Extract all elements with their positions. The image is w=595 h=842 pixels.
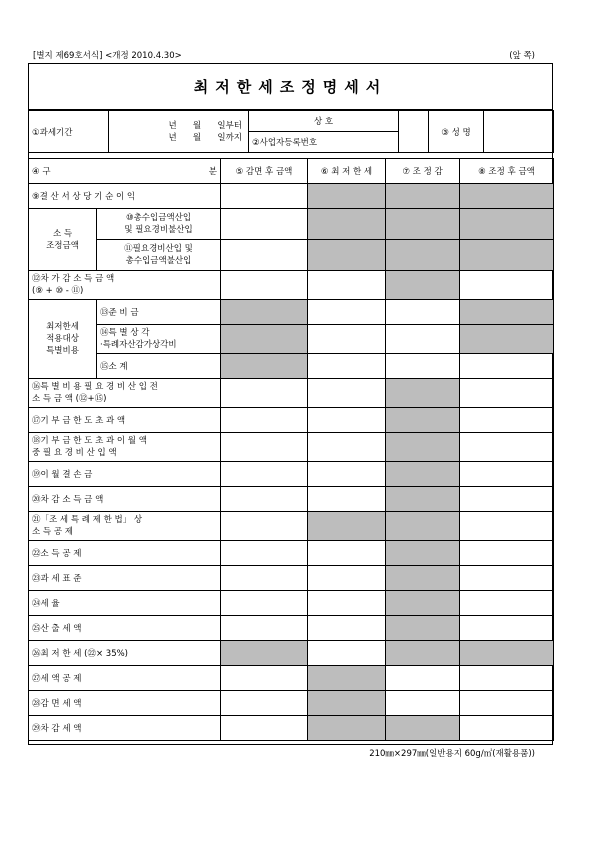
main-table (28, 158, 554, 741)
cell-16-5[interactable] (221, 379, 308, 408)
cell-13-6[interactable] (308, 300, 386, 325)
cell-13-8 (460, 300, 554, 325)
cell-17-6[interactable] (308, 408, 386, 433)
cell-15-7[interactable] (386, 354, 460, 379)
cell-27-7[interactable] (386, 666, 460, 691)
row-label-17: ⑰기 부 금 한 도 초 과 액 (29, 408, 221, 433)
cell-12-7 (386, 271, 460, 300)
cell-26-5 (221, 641, 308, 666)
cell-21-6 (308, 512, 386, 541)
name-label: ③ 성 명 (429, 111, 484, 153)
cell-26-8 (460, 641, 554, 666)
cell-28-6 (308, 691, 386, 716)
cell-16-8[interactable] (460, 379, 554, 408)
cell-14-8 (460, 325, 554, 354)
cell-9-6 (308, 184, 386, 209)
page-side: (앞 쪽) (509, 51, 535, 61)
cell-21-8[interactable] (460, 512, 554, 541)
row-label-25: ㉕산 출 세 액 (29, 616, 221, 641)
col-header-4b: 분 (208, 167, 218, 177)
cell-13-7[interactable] (386, 300, 460, 325)
row-label-28: ㉘감 면 세 액 (29, 691, 221, 716)
cell-24-6[interactable] (308, 591, 386, 616)
cell-29-8[interactable] (460, 716, 554, 741)
cell-11-5[interactable] (221, 240, 308, 271)
month-to: 월 (192, 132, 202, 143)
cell-10-5[interactable] (221, 209, 308, 240)
cell-26-6[interactable] (308, 641, 386, 666)
cell-10-7 (386, 209, 460, 240)
row-label-29: ㉙차 감 세 액 (29, 716, 221, 741)
cell-20-7 (386, 487, 460, 512)
cell-22-5[interactable] (221, 541, 308, 566)
cell-9-7 (386, 184, 460, 209)
form-title: 최저한세조정명세서 (28, 63, 553, 110)
row-label-26: ㉖최 저 한 세 (㉒× 35%) (29, 641, 221, 666)
cell-18-7 (386, 433, 460, 462)
month-from: 월 (192, 120, 202, 131)
cell-21-7 (386, 512, 460, 541)
company-label: 상 호 (249, 111, 399, 132)
cell-25-6[interactable] (308, 616, 386, 641)
paper-spec: 210㎜×297㎜(일반용지 60g/㎡(재활용품)) (369, 749, 535, 759)
row-label-24: ㉔세 율 (29, 591, 221, 616)
year-from: 년 (168, 120, 177, 131)
cell-29-6 (308, 716, 386, 741)
year-to: 년 (168, 132, 177, 143)
cell-27-5[interactable] (221, 666, 308, 691)
cell-11-6 (308, 240, 386, 271)
cell-23-8[interactable] (460, 566, 554, 591)
cell-29-7 (386, 716, 460, 741)
row-label-20: ⑳차 감 소 득 금 액 (29, 487, 221, 512)
row-label-23: ㉓과 세 표 준 (29, 566, 221, 591)
col-header-4: ④ 구 (32, 167, 51, 177)
cell-14-6[interactable] (308, 325, 386, 354)
row-group-special: 최저한세 적용대상 특별비용 (29, 300, 97, 379)
cell-26-7 (386, 641, 460, 666)
row-label-19: ⑲이 월 결 손 금 (29, 462, 221, 487)
cell-12-8[interactable] (460, 271, 554, 300)
cell-9-8 (460, 184, 554, 209)
cell-28-5[interactable] (221, 691, 308, 716)
day-from: 일부터 (217, 120, 242, 131)
cell-23-6[interactable] (308, 566, 386, 591)
row-label-10: ⑩총수입금액산입 및 필요경비불산입 (97, 209, 221, 240)
cell-18-6[interactable] (308, 433, 386, 462)
cell-20-5[interactable] (221, 487, 308, 512)
row-label-13: ⑬준 비 금 (97, 300, 221, 325)
cell-24-8[interactable] (460, 591, 554, 616)
col-header-8: ⑧ 조정 후 금액 (460, 159, 554, 184)
col-header-7: ⑦ 조 정 감 (386, 159, 460, 184)
cell-29-5[interactable] (221, 716, 308, 741)
cell-20-6[interactable] (308, 487, 386, 512)
cell-25-7 (386, 616, 460, 641)
row-group-income: 소 득 조정금액 (29, 209, 97, 271)
info-table (28, 110, 554, 153)
cell-10-6 (308, 209, 386, 240)
cell-27-6 (308, 666, 386, 691)
cell-11-7 (386, 240, 460, 271)
col-header-6: ⑥ 최 저 한 세 (308, 159, 386, 184)
cell-21-5[interactable] (221, 512, 308, 541)
cell-13-5 (221, 300, 308, 325)
row-label-21: ㉑「조 세 특 례 제 한 법」 상 소 득 공 제 (29, 512, 221, 541)
cell-16-7 (386, 379, 460, 408)
cell-19-7 (386, 462, 460, 487)
cell-20-8[interactable] (460, 487, 554, 512)
col-header-5: ⑤ 감면 후 금액 (221, 159, 308, 184)
row-label-27: ㉗세 액 공 제 (29, 666, 221, 691)
cell-17-8[interactable] (460, 408, 554, 433)
row-label-9: ⑨결 산 서 상 당 기 순 이 익 (29, 184, 221, 209)
cell-24-7 (386, 591, 460, 616)
cell-15-8[interactable] (460, 354, 554, 379)
cell-25-5[interactable] (221, 616, 308, 641)
cell-27-8[interactable] (460, 666, 554, 691)
row-label-14: ⑭특 별 상 각 ·특례자산감가상각비 (97, 325, 221, 354)
cell-22-8[interactable] (460, 541, 554, 566)
company-value[interactable] (399, 111, 429, 153)
cell-22-7 (386, 541, 460, 566)
row-label-18: ⑱기 부 금 한 도 초 과 이 월 액 중 필 요 경 비 산 입 액 (29, 433, 221, 462)
cell-15-6[interactable] (308, 354, 386, 379)
cell-14-7[interactable] (386, 325, 460, 354)
cell-9-5[interactable] (221, 184, 308, 209)
row-label-16: ⑯특 별 비 용 필 요 경 비 산 입 전 소 득 금 액 (⑫+⑮) (29, 379, 221, 408)
cell-14-5 (221, 325, 308, 354)
cell-23-5[interactable] (221, 566, 308, 591)
cell-19-6[interactable] (308, 462, 386, 487)
cell-22-6[interactable] (308, 541, 386, 566)
cell-25-8[interactable] (460, 616, 554, 641)
cell-17-7 (386, 408, 460, 433)
row-label-11: ⑪필요경비산입 및 총수입금액불산입 (97, 240, 221, 271)
cell-11-8 (460, 240, 554, 271)
cell-15-5 (221, 354, 308, 379)
cell-19-8[interactable] (460, 462, 554, 487)
cell-18-5[interactable] (221, 433, 308, 462)
cell-12-6[interactable] (308, 271, 386, 300)
cell-23-7 (386, 566, 460, 591)
cell-28-7[interactable] (386, 691, 460, 716)
cell-12-5[interactable] (221, 271, 308, 300)
row-label-22: ㉒소 득 공 제 (29, 541, 221, 566)
form-number: [별지 제69호서식] <개정 2010.4.30> (33, 51, 182, 61)
cell-28-8[interactable] (460, 691, 554, 716)
row-label-12: ⑫차 가 감 소 득 금 액 (⑨ + ⑩ - ⑪) (29, 271, 221, 300)
cell-18-8[interactable] (460, 433, 554, 462)
row-label-15: ⑮소 계 (97, 354, 221, 379)
day-to: 일까지 (217, 132, 242, 143)
cell-24-5[interactable] (221, 591, 308, 616)
cell-10-8 (460, 209, 554, 240)
cell-19-5[interactable] (221, 462, 308, 487)
cell-16-6[interactable] (308, 379, 386, 408)
cell-17-5[interactable] (221, 408, 308, 433)
name-value[interactable] (484, 111, 554, 153)
period-label: ①과세기간 (29, 111, 109, 153)
regno-label: ②사업자등록번호 (249, 132, 399, 153)
